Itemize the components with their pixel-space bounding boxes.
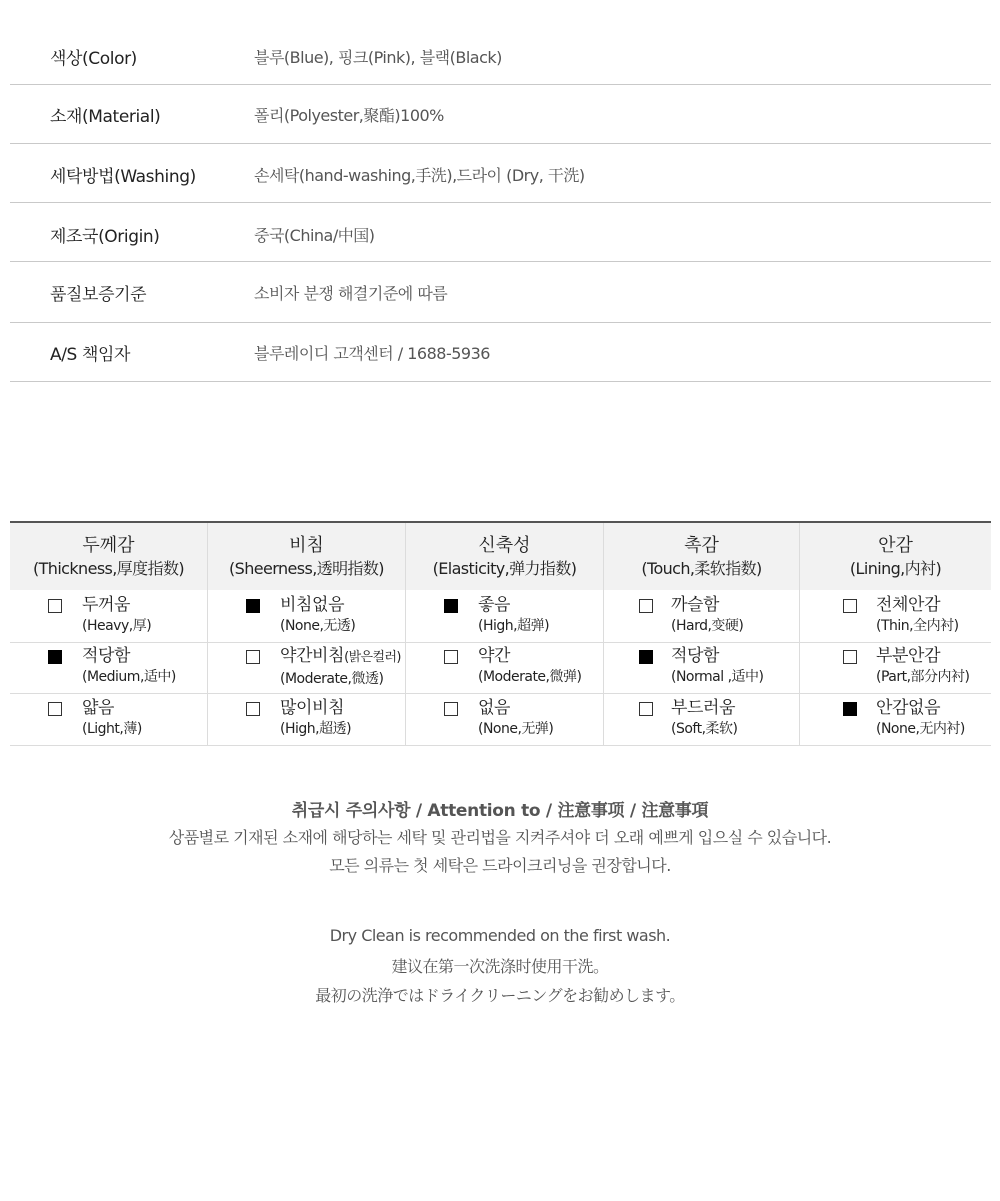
option-sublabel: (Moderate,微弹) [478, 669, 582, 685]
info-label: 세탁방법(Washing) [50, 167, 196, 187]
option-label: 비침없음 [280, 595, 345, 615]
option-cell [10, 694, 208, 745]
option-text [876, 595, 959, 635]
option-cell [604, 694, 800, 745]
option-cell [208, 694, 406, 745]
option-sublabel: (Moderate,微透) [280, 671, 384, 687]
option-text [478, 595, 549, 635]
option-text [478, 646, 581, 686]
option-text [876, 698, 965, 738]
info-value: 중국(China/中国) [254, 226, 375, 245]
info-label: 색상(Color) [50, 49, 137, 69]
option-label: 안감없음 [876, 698, 941, 718]
info-row-color [10, 27, 991, 85]
option-text [82, 646, 176, 686]
header-title: 안감 [878, 535, 913, 556]
info-label: 소재(Material) [50, 107, 161, 127]
option-text [478, 698, 553, 738]
info-label: 제조국(Origin) [50, 227, 160, 247]
option-sublabel: (High,超弹) [478, 618, 550, 634]
grid-row [10, 694, 991, 746]
header-elasticity [406, 523, 604, 590]
care-notice-line: 建议在第一次洗涤时使用干洗。 [391, 957, 609, 976]
header-subtitle: (Touch,柔软指数) [641, 559, 762, 578]
option-cell [800, 643, 991, 693]
info-label: 품질보증기준 [50, 285, 147, 305]
info-value: 손세탁(hand-washing,手洗),드라이 (Dry, 干洗) [254, 166, 585, 185]
option-cell [800, 694, 991, 745]
option-cell [208, 643, 406, 693]
option-text [280, 595, 355, 635]
option-text [671, 698, 738, 738]
option-label: 적당함 [82, 646, 131, 666]
care-notice-line: 상품별로 기재된 소재에 해당하는 세탁 및 관리법을 지켜주셔야 더 오래 예쁘게 입으실 수 있습니다. [168, 828, 832, 847]
header-thickness [10, 523, 208, 590]
option-cell [800, 590, 991, 642]
checkbox-icon [48, 599, 62, 613]
care-notice-line: 最初の洗浄ではドライクリーニングをお勧めします。 [315, 986, 685, 1005]
option-cell [10, 643, 208, 693]
option-label: 부드러움 [671, 698, 736, 718]
option-label: 부분안감 [876, 646, 941, 666]
header-subtitle: (Lining,内衬) [849, 559, 942, 578]
option-text [876, 646, 970, 686]
checkbox-icon [444, 702, 458, 716]
option-label: 많이비침 [280, 698, 345, 718]
option-sublabel: (None,无内衬) [876, 721, 965, 737]
checked-box-icon [246, 599, 260, 613]
checkbox-icon [48, 702, 62, 716]
header-sheerness [208, 523, 406, 590]
option-sublabel: (High,超透) [280, 721, 352, 737]
option-text [82, 698, 142, 738]
info-value: 소비자 분쟁 해결기준에 따름 [254, 284, 448, 303]
header-title: 두께감 [82, 535, 135, 556]
checkbox-icon [843, 650, 857, 664]
option-sublabel: (Normal ,适中) [671, 669, 764, 685]
option-text [82, 595, 151, 635]
option-text [671, 646, 763, 686]
header-touch [604, 523, 800, 590]
info-value: 폴리(Polyester,聚酯)100% [254, 106, 444, 125]
checkbox-icon [246, 650, 260, 664]
header-title: 비침 [289, 535, 324, 556]
option-sublabel: (Light,薄) [82, 721, 142, 737]
option-sublabel: (Part,部分内衬) [876, 669, 970, 685]
header-lining [800, 523, 991, 590]
product-info-table [10, 27, 991, 382]
info-value: 블루레이디 고객센터 / 1688-5936 [254, 344, 490, 363]
option-label: 없음 [478, 698, 511, 718]
info-row-material [10, 85, 991, 144]
info-row-washing [10, 144, 991, 203]
info-row-quality-standard [10, 262, 991, 323]
checkbox-icon [246, 702, 260, 716]
option-label: 얇음 [82, 698, 115, 718]
option-cell [406, 590, 604, 642]
care-notice-title: 취급시 주의사항 / Attention to / 注意事项 / 注意事項 [291, 801, 709, 821]
option-label: 적당함 [671, 646, 720, 666]
grid-row [10, 590, 991, 643]
option-label [280, 646, 401, 668]
option-cell [406, 694, 604, 745]
checked-box-icon [639, 650, 653, 664]
option-text [280, 646, 401, 688]
checked-box-icon [843, 702, 857, 716]
option-label: 까슬함 [671, 595, 720, 615]
checkbox-icon [843, 599, 857, 613]
checked-box-icon [48, 650, 62, 664]
header-subtitle: (Elasticity,弹力指数) [432, 559, 577, 578]
option-cell [604, 590, 800, 642]
info-row-as-contact [10, 323, 991, 382]
option-text [280, 698, 351, 738]
info-value: 블루(Blue), 핑크(Pink), 블랙(Black) [254, 48, 502, 67]
option-sublabel: (Soft,柔软) [671, 721, 738, 737]
option-sublabel: (None,无弹) [478, 721, 554, 737]
care-notice-line: 모든 의류는 첫 세탁은 드라이크리닝을 권장합니다. [329, 856, 671, 875]
header-subtitle: (Thickness,厚度指数) [32, 559, 185, 578]
header-subtitle: (Sheerness,透明指数) [229, 559, 384, 578]
option-cell [406, 643, 604, 693]
option-cell [604, 643, 800, 693]
option-label: 두꺼움 [82, 595, 131, 615]
option-sublabel: (None,无透) [280, 618, 356, 634]
option-label: 전체안감 [876, 595, 941, 615]
info-row-origin [10, 203, 991, 262]
option-label-main: 약간비침 [280, 646, 345, 666]
option-label-note: (밝은컬러) [344, 650, 401, 665]
option-label: 좋음 [478, 595, 511, 615]
info-label: A/S 책임자 [50, 345, 131, 365]
option-sublabel: (Thin,全内衬) [876, 618, 959, 634]
checked-box-icon [444, 599, 458, 613]
care-notice-line: Dry Clean is recommended on the first wash. [329, 926, 671, 945]
header-title: 신축성 [478, 535, 531, 556]
option-sublabel: (Heavy,厚) [82, 618, 152, 634]
option-label: 약간 [478, 646, 511, 666]
option-cell [10, 590, 208, 642]
grid-row [10, 643, 991, 694]
option-sublabel: (Hard,变硬) [671, 618, 744, 634]
grid-header [10, 523, 991, 590]
checkbox-icon [639, 702, 653, 716]
option-sublabel: (Medium,适中) [82, 669, 176, 685]
header-title: 촉감 [684, 535, 719, 556]
option-text [671, 595, 743, 635]
checkbox-icon [639, 599, 653, 613]
checkbox-icon [444, 650, 458, 664]
option-cell [208, 590, 406, 642]
fabric-attribute-grid [10, 521, 991, 746]
